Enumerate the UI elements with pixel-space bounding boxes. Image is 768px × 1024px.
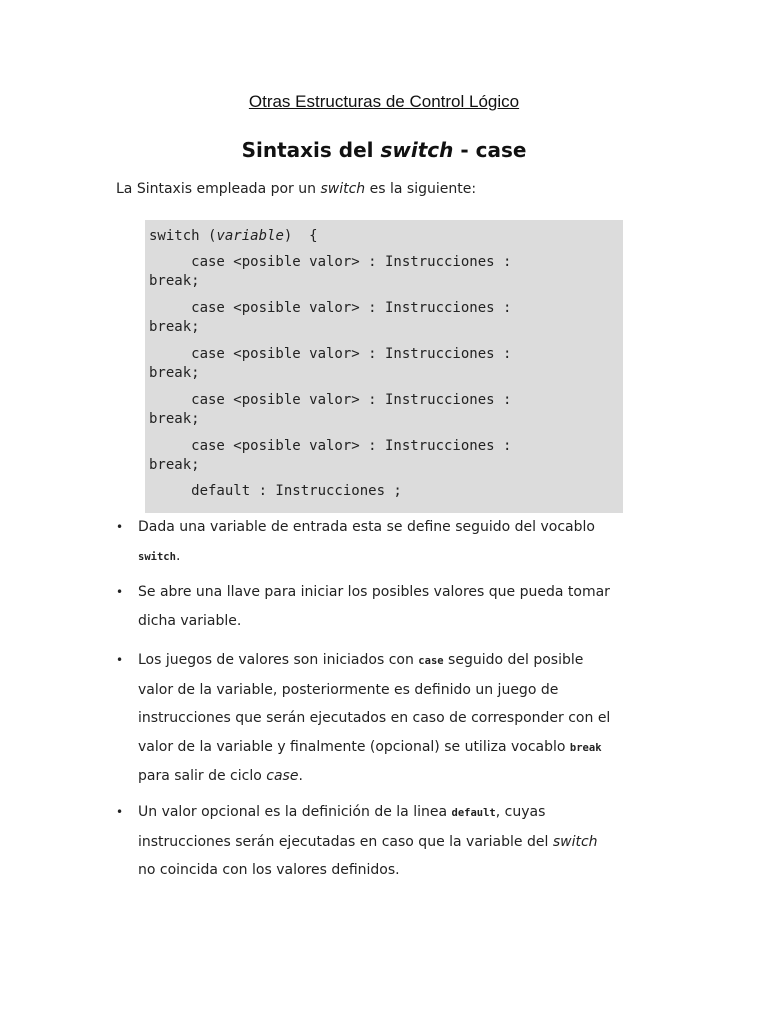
- code-line-break-1: break;: [149, 273, 200, 289]
- bullet-icon: •: [116, 520, 124, 534]
- bullet-icon: •: [116, 585, 124, 599]
- b3-line5-italic: case: [266, 768, 299, 784]
- intro-keyword: switch: [320, 181, 366, 197]
- bullet-text: [138, 646, 658, 791]
- b3-code-break: break: [569, 741, 602, 754]
- b4-line1-prefix: Un valor opcional es la definición de la linea: [138, 804, 452, 820]
- b3-line1-suffix: seguido del posible: [443, 652, 584, 668]
- intro-suffix: es la siguiente:: [365, 181, 477, 197]
- code-line-case-3: case <posible valor> : Instrucciones :: [149, 346, 512, 362]
- b3-line1-prefix: Los juegos de valores son iniciados con: [138, 652, 419, 668]
- code-line-break-3: break;: [149, 365, 200, 381]
- b3-line4-prefix: valor de la variable y finalmente (opcional) se utiliza vocablo: [138, 738, 570, 755]
- code-line-break-5: break;: [149, 457, 200, 473]
- bullet-icon: •: [116, 805, 124, 819]
- bullet-text: [138, 578, 658, 635]
- b4-code-default: default: [451, 807, 496, 819]
- b4-line2-italic: switch: [552, 833, 598, 850]
- bullet-icon: •: [116, 653, 124, 667]
- bullet-text: [138, 513, 658, 571]
- b2-line1: Se abre una llave para iniciar los posibles valores que pueda tomar: [138, 584, 610, 600]
- document-subtitle: [0, 138, 768, 162]
- b3-line3: instrucciones que serán ejecutados en caso de corresponder con el: [138, 710, 611, 726]
- code-line-case-1: case <posible valor> : Instrucciones :: [149, 254, 512, 270]
- intro-paragraph: [116, 181, 476, 197]
- b4-line1-suffix: , cuyas: [495, 804, 546, 820]
- b4-line2-prefix: instrucciones serán ejecutadas en caso que la variable del: [138, 833, 553, 850]
- b3-line2: valor de la variable, posteriormente es definido un juego de: [138, 681, 559, 698]
- intro-prefix: La Sintaxis empleada por un: [116, 181, 321, 197]
- code-line-case-2: case <posible valor> : Instrucciones :: [149, 300, 512, 316]
- b3-line5-suffix: .: [298, 768, 303, 784]
- code-line-break-4: break;: [149, 411, 200, 427]
- b3-line5-prefix: para salir de ciclo: [138, 768, 267, 784]
- subtitle-suffix: - case: [453, 138, 527, 162]
- b2-line2: dicha variable.: [138, 612, 242, 629]
- code-header-suffix: ) {: [283, 228, 318, 244]
- subtitle-keyword: switch: [380, 138, 454, 162]
- b1-code: switch: [138, 550, 176, 563]
- document-title: Otras Estructuras de Control Lógico: [248, 92, 520, 111]
- code-line-break-2: break;: [149, 319, 200, 335]
- bullet-text: [138, 798, 658, 885]
- code-header-prefix: switch (: [149, 228, 217, 244]
- b3-code-case: case: [418, 655, 444, 667]
- code-header-variable: variable: [216, 228, 284, 244]
- b1-text: Dada una variable de entrada esta se define seguido del vocablo: [138, 519, 595, 535]
- code-line-header: [149, 227, 617, 246]
- code-line-default: default : Instrucciones ;: [149, 483, 402, 499]
- b4-line3: no coincida con los valores definidos.: [138, 862, 400, 878]
- code-line-case-5: case <posible valor> : Instrucciones :: [149, 438, 512, 454]
- code-line-case-4: case <posible valor> : Instrucciones :: [149, 392, 512, 408]
- b1-end: .: [175, 547, 181, 564]
- code-block: [145, 220, 623, 513]
- subtitle-prefix: Sintaxis del: [241, 138, 381, 162]
